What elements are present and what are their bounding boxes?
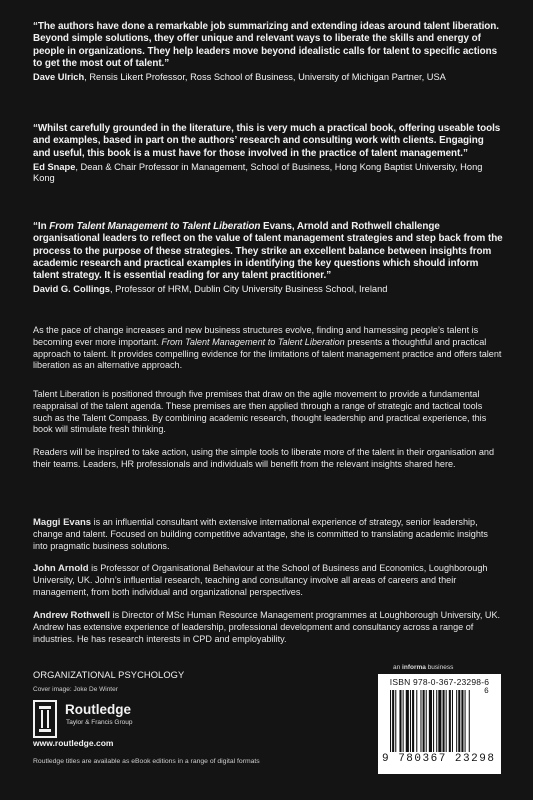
barcode-bar <box>390 690 391 752</box>
barcode-bar <box>465 690 466 752</box>
barcode-bar <box>416 690 417 752</box>
isbn-number: ISBN 978-0-367-23298-6 <box>389 677 490 687</box>
barcode-bar <box>429 690 432 752</box>
description-paragraph-3 <box>33 447 503 471</box>
publisher-group: Taylor & Francis Group <box>66 719 133 726</box>
author-bio-text: is Director of MSc Human Resource Management programmes at Loughborough University, UK. Andrew has extensive experience of leadership, professional development and consultancy across a range of industries. He has research interests in CPD and employability. <box>33 610 501 644</box>
barcode-bar <box>392 690 394 752</box>
barcode-digits <box>382 687 500 765</box>
informa-text: business <box>425 664 454 671</box>
author-name: Maggi Evans <box>33 517 92 528</box>
quote-affiliation: , Rensis Likert Professor, Ross School of Business, University of Michigan Partner, USA <box>84 72 446 83</box>
author-bio-text: is an influential consultant with extensive international experience of strategy, senior leadership, change and talent. Focused on building competitive advantage, she is committed to translating academic insights into pragmatic business solutions. <box>33 517 488 551</box>
barcode-addon-digit: 6 <box>484 687 491 696</box>
cover-image-credit: Cover image: Joke De Winter <box>33 686 118 693</box>
barcode-bar <box>412 690 414 752</box>
book-title-italic: From Talent Management to Talent Liberation <box>161 336 345 347</box>
quote-text-start: “In <box>33 221 50 232</box>
routledge-logo <box>33 700 173 740</box>
description-paragraph-2 <box>33 389 503 436</box>
barcode-bar <box>399 690 401 752</box>
barcode-bar <box>452 690 453 752</box>
barcode-bar <box>446 690 447 752</box>
author-bio-arnold <box>33 563 503 598</box>
author-bio-evans <box>33 517 503 552</box>
informa-business-tag <box>393 664 453 671</box>
publisher-website: www.routledge.com <box>33 738 114 748</box>
publisher-name: Routledge <box>65 702 131 717</box>
subject-category: ORGANIZATIONAL PSYCHOLOGY <box>33 670 185 680</box>
barcode-bar <box>433 690 434 752</box>
quote-text <box>33 221 503 282</box>
author-bio-rothwell <box>33 610 503 645</box>
barcode-bar <box>436 690 437 752</box>
routledge-logo-icon <box>33 700 57 738</box>
informa-brand: informa <box>402 664 426 671</box>
quote-attribution <box>33 72 503 84</box>
barcode-bar <box>426 690 427 752</box>
quote-affiliation: , Dean & Chair Professor in Management, School of Business, Hong Kong Baptist University, Hong Kong <box>33 161 483 184</box>
quote-author: Ed Snape <box>33 161 76 172</box>
routledge-column-icon <box>35 702 55 736</box>
barcode-bar <box>410 690 411 752</box>
ebook-note: Routledge titles are available as eBook editions in a range of digital formats <box>33 758 260 765</box>
barcode-bar <box>456 690 457 752</box>
description-text: As the pace of change increases and new business structures evolve, finding and harnessing people’s talent is becoming ever more important. <box>33 325 479 347</box>
quote-affiliation: , Professor of HRM, Dublin City University Business School, Ireland <box>109 284 388 295</box>
barcode-bar <box>469 690 470 752</box>
quote-attribution <box>33 162 503 185</box>
quote-attribution <box>33 284 503 296</box>
author-name: John Arnold <box>33 563 89 574</box>
quote-snape <box>33 123 503 185</box>
description-text: Talent Liberation is positioned through five premises that draw on the agile movement to provide a fundamental reappraisal of the talent agenda. These premises are then applied through a range of strategic and tactical tools such as the Talent Compass. By combining academic research, thought leadership and practical experience, this book will stimulate fresh thinking. <box>33 389 487 435</box>
barcode-main-digits: 9 780367 23298 <box>382 753 496 765</box>
informa-text: an <box>393 664 403 671</box>
barcode-bar <box>458 690 460 752</box>
barcode-bar <box>423 690 425 752</box>
barcode-bar <box>449 690 451 752</box>
description-text: presents a thoughtful and practical approach to talent. It provides compelling evidence for the limitations of talent management practice and offers talent liberation as an alternative approach. <box>33 336 502 371</box>
quote-ulrich <box>33 21 503 84</box>
barcode-bar <box>461 690 463 752</box>
barcode-graphic <box>390 690 492 752</box>
barcode-bar <box>438 690 441 752</box>
quote-text-end: Evans, Arnold and Rothwell challenge organisational leaders to reflect on the value of talent management strategies and step back from the process to the purpose of these strategies. They strike an excellent balance between insights from academic research and practical examples in identifying the key questions which should inform talent strategy. It is essential reading for any talent practitioner.” <box>33 221 503 282</box>
barcode-bar <box>395 690 396 752</box>
barcode-bar <box>443 690 445 752</box>
author-name: Andrew Rothwell <box>33 610 111 621</box>
author-bio-text: is Professor of Organisational Behaviour at the School of Business and Economics, Loughborough University, UK. John’s influential research, teaching and consultancy involve all areas of careers and their management, from both individual and organizational perspectives. <box>33 563 488 597</box>
quote-text: “Whilst carefully grounded in the literature, this is very much a practical book, offering useable tools and examples, based in part on the authors’ research and consulting work with clients. Engaging and useful, this book is a must have for those involved in the practice of talent management.” <box>33 123 501 159</box>
barcode-bar <box>406 690 409 752</box>
description-paragraph-1 <box>33 325 503 372</box>
quote-text: “The authors have done a remarkable job summarizing and extending ideas around talent liberation. Beyond simple solutions, they offer unique and relevant ways to liberate the skills and energy of people in organizations. They help leaders move beyond idealistic calls for talent to specific actions to get the most out of talent.” <box>33 21 499 69</box>
quote-collings <box>33 221 503 296</box>
isbn-barcode-box <box>378 674 501 774</box>
barcode-bar <box>403 690 404 752</box>
quote-author: David G. Collings <box>33 284 110 295</box>
description-text: Readers will be inspired to take action, using the simple tools to liberate more of the talent in their organisation and their teams. Leaders, HR professionals and individuals will benefit from the relevant insights shared here. <box>33 447 495 469</box>
quote-author: Dave Ulrich <box>33 72 85 83</box>
book-title-italic: From Talent Management to Talent Liberation <box>49 221 261 232</box>
barcode-bar <box>420 690 421 752</box>
